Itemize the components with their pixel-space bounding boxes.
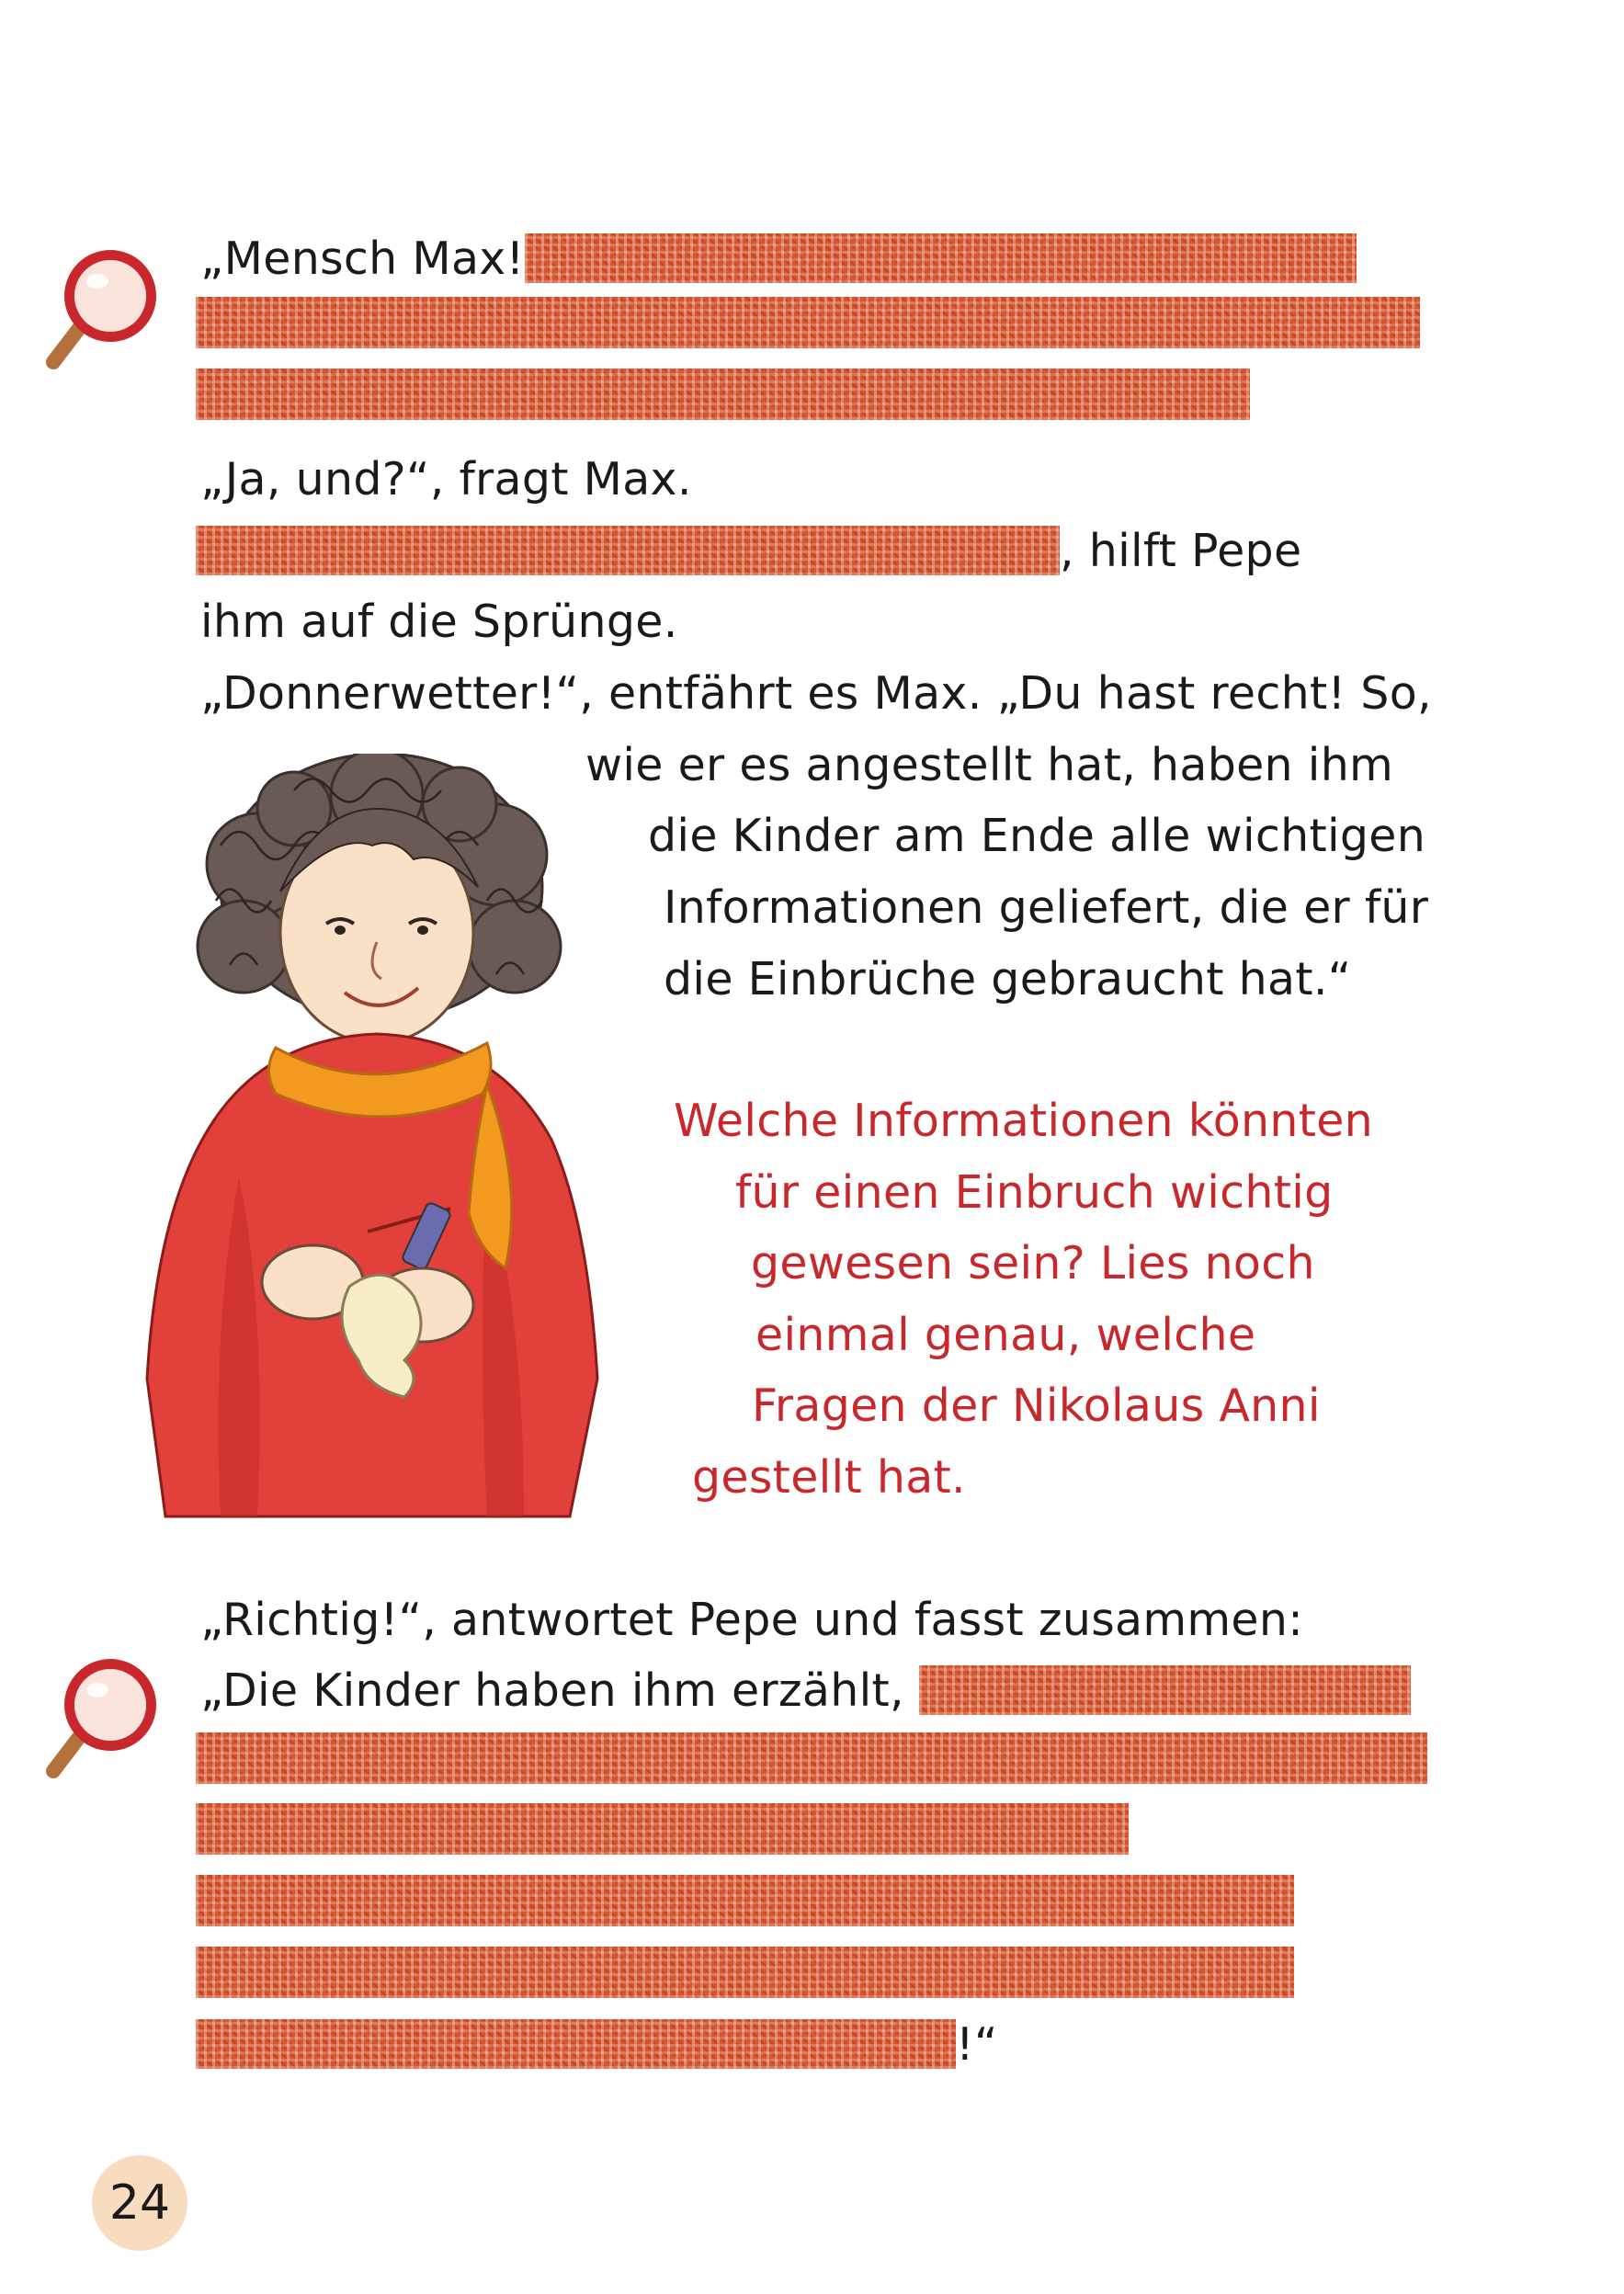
text-line: „Ja, und?“, fragt Max. xyxy=(200,453,692,505)
question-line: Welche Informationen könnten xyxy=(674,1095,1374,1147)
text-segment: , hilft Pepe xyxy=(1060,525,1302,577)
text-line xyxy=(196,524,1301,579)
text-line: wie er es angestellt hat, haben ihm xyxy=(585,739,1394,791)
text-line xyxy=(200,232,1357,287)
redacted-text xyxy=(196,1947,1294,1998)
redacted-text xyxy=(196,2019,956,2069)
redacted-text xyxy=(196,526,1060,575)
question-line: einmal genau, welche xyxy=(755,1309,1256,1361)
text-line: ihm auf die Sprünge. xyxy=(200,596,678,648)
question-line: für einen Einbruch wichtig xyxy=(735,1166,1334,1219)
text-line: „Donnerwetter!“, entfährt es Max. „Du hast recht! So, xyxy=(200,667,1432,720)
text-line: die Einbrüche gebraucht hat.“ xyxy=(664,953,1352,1005)
text-line xyxy=(196,2017,998,2073)
redacted-text xyxy=(196,297,1420,348)
text-line: die Kinder am Ende alle wichtigen xyxy=(648,810,1426,862)
redacted-text xyxy=(196,369,1250,420)
text-segment: „Die Kinder haben ihm erzählt, xyxy=(200,1664,904,1717)
question-line: gestellt hat. xyxy=(692,1451,966,1504)
girl-illustration xyxy=(55,754,662,1562)
magnifier-icon xyxy=(37,241,175,379)
redacted-text xyxy=(525,233,1357,283)
redacted-text xyxy=(196,1803,1129,1855)
redacted-text xyxy=(196,1732,1427,1784)
text-line: „Richtig!“, antwortet Pepe und fasst zusammen: xyxy=(200,1594,1304,1646)
redacted-text xyxy=(196,1875,1294,1926)
magnifier-icon xyxy=(37,1650,175,1788)
text-line xyxy=(200,1664,1411,1719)
question-line: gewesen sein? Lies noch xyxy=(751,1237,1315,1289)
text-segment: !“ xyxy=(956,2018,998,2071)
question-line: Fragen der Nikolaus Anni xyxy=(752,1380,1321,1432)
text-line: Informationen geliefert, die er für xyxy=(664,881,1429,934)
page-number: 24 xyxy=(92,2155,187,2251)
redacted-text xyxy=(919,1665,1411,1715)
text-segment: „Mensch Max! xyxy=(200,233,525,285)
